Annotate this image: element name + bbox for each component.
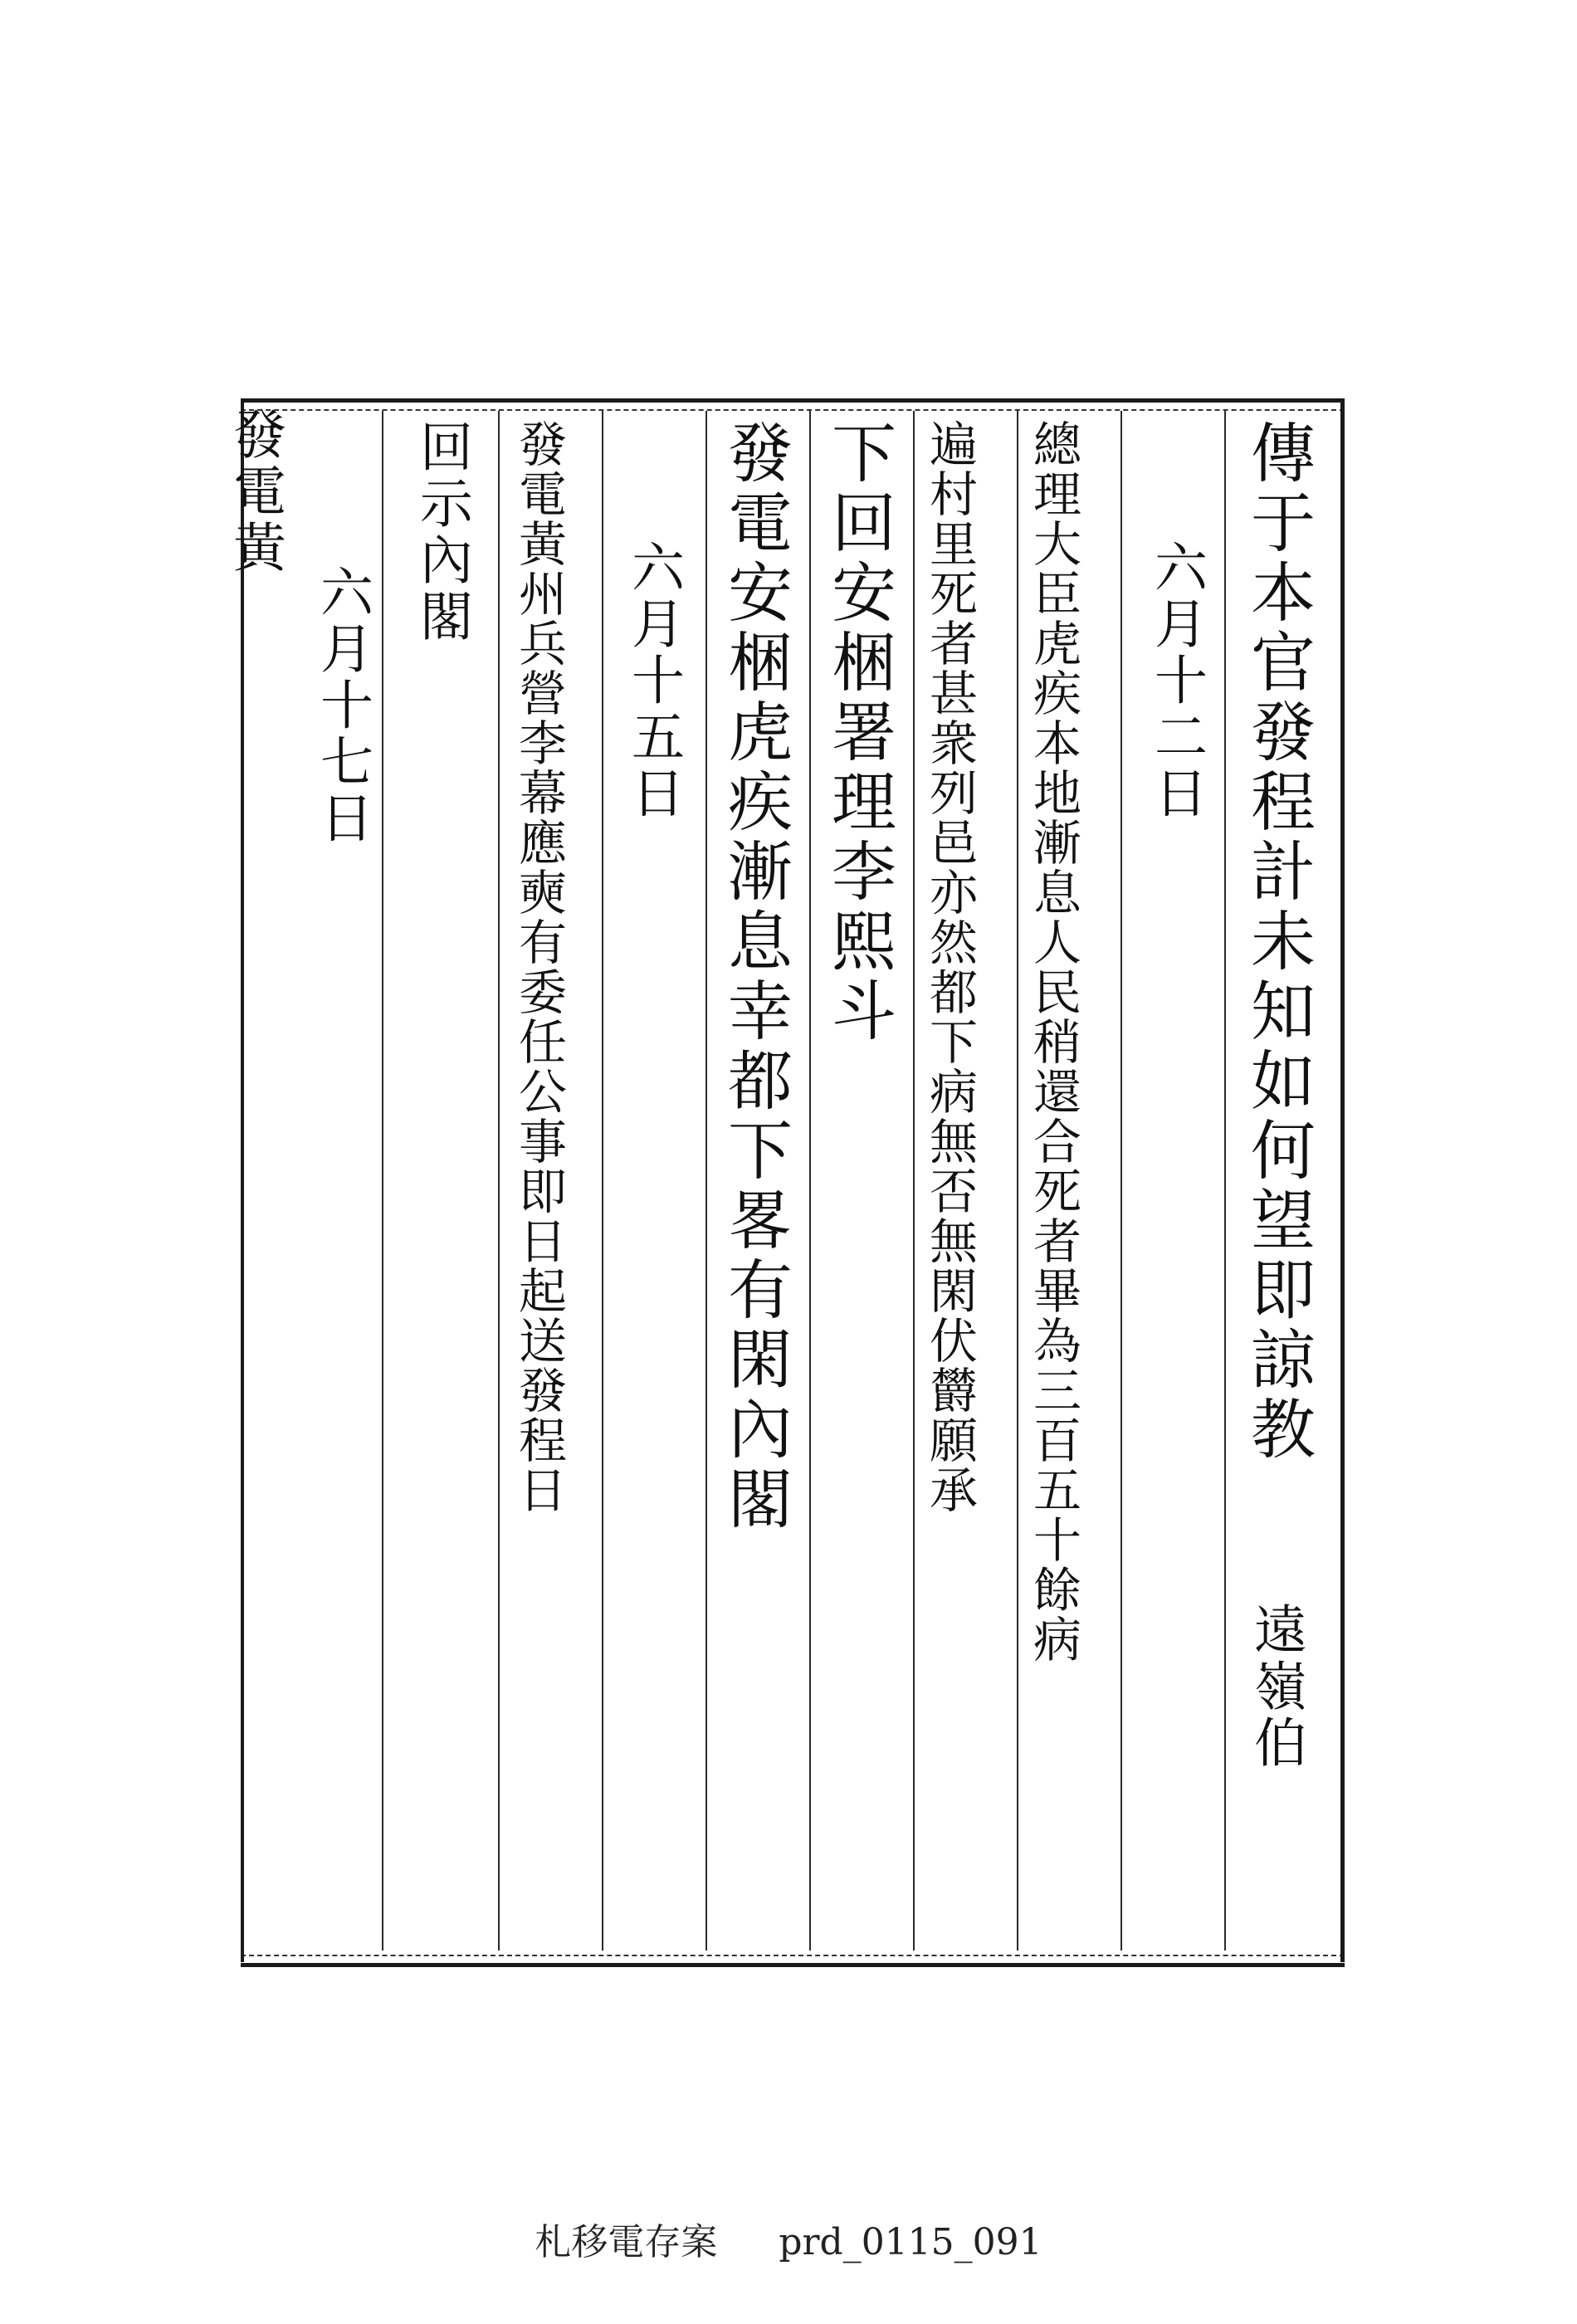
column-rule [913,411,915,1950]
signature: 遠嶺伯 [1245,1602,1306,1771]
column-rule [809,411,811,1950]
column-rule [1017,411,1018,1950]
column-rule [1120,411,1122,1950]
column-rule [498,411,500,1950]
text-column-5: 下回安梱署理李熙斗 [821,419,896,1047]
text-column-9: 回示內閣 [411,419,472,645]
frame-left-edge [241,398,244,1962]
text-column-1: 傳于本官發程計未知如何望即諒教 [1240,419,1315,1465]
frame-right-edge [1340,398,1345,1962]
date-column: 六月十二日 [1145,540,1207,822]
collection-title: 札移電存案 [535,2221,718,2263]
text-column-3: 總理大臣虎疾本地漸息人民稍還合死者畢為三百五十餘病 [1025,419,1081,1664]
page-caption [0,2212,1577,2265]
date-column: 六月十五日 [622,540,684,822]
text-column-11: 發電黃 [224,407,286,576]
text-column-6: 發電安梱虎疾漸息幸都下畧有閑內閣 [717,419,792,1535]
text-column-8: 發電黃州兵營李幕應奭有委任公事即日起送發程日 [510,419,567,1515]
column-rule [602,411,603,1950]
column-rule [706,411,707,1950]
page-code: prd_0115_091 [779,2221,1042,2263]
column-rule [1224,411,1226,1950]
text-column-4: 遍村里死者甚衆列邑亦然都下病無否無閑伏欝願承 [921,419,978,1515]
date-column: 六月十七日 [311,564,373,847]
column-rule [382,411,383,1950]
